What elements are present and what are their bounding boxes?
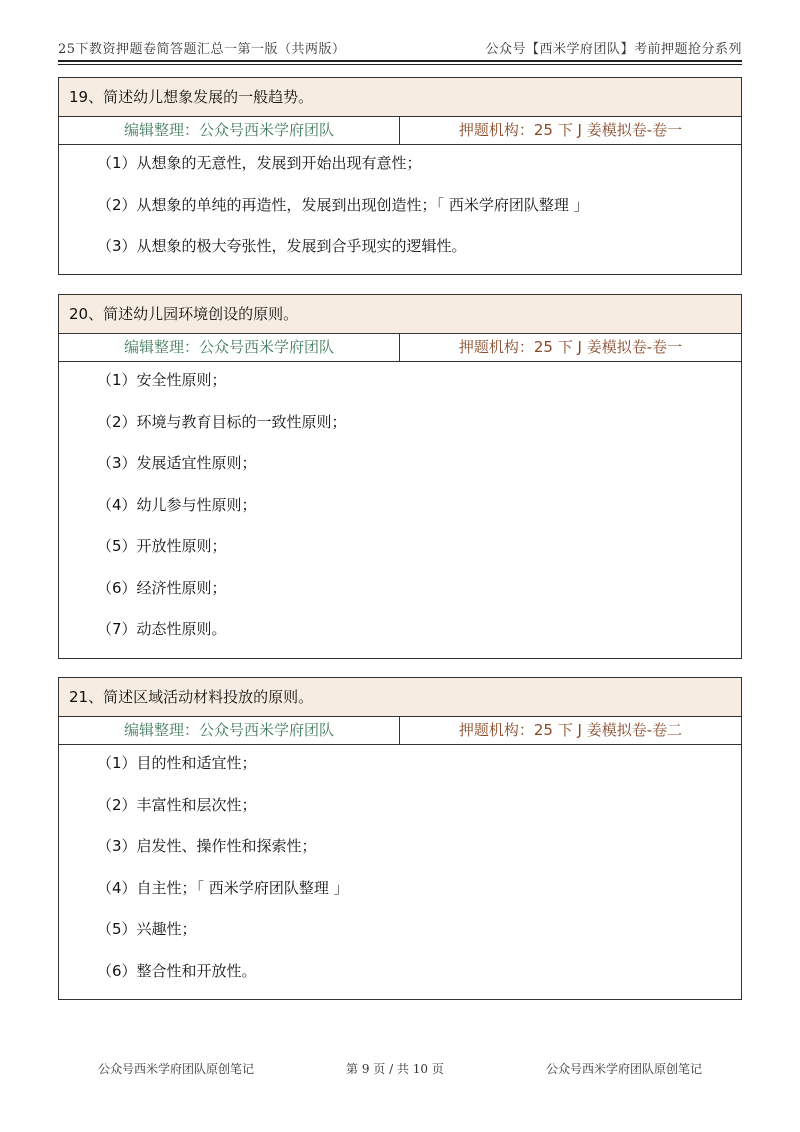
answer-item: （3）从想象的极大夸张性，发展到合乎现实的逻辑性。	[97, 237, 467, 255]
header-rule-thick	[58, 60, 742, 62]
answer-item: （2）从想象的单纯的再造性，发展到出现创造性；「 西米学府团队整理 」	[97, 195, 589, 214]
header-left-text: 25下教资押题卷简答题汇总一第一版（共两版）	[58, 42, 346, 57]
question-title: 20、简述幼儿园环境创设的原则。	[59, 295, 741, 334]
footer-right-text: 公众号西米学府团队原创笔记	[546, 1062, 703, 1076]
header-right-text: 公众号【西米学府团队】考前押题抢分系列	[485, 42, 742, 57]
answer-item: （7）动态性原则。	[97, 620, 227, 638]
source-credit: 押题机构：25 下 J 姜模拟卷-卷一	[458, 338, 683, 356]
answer-item: （1）从想象的无意性，发展到开始出现有意性；	[97, 154, 422, 172]
answer-item: （2）丰富性和层次性；	[97, 795, 257, 814]
question-box-21	[58, 677, 742, 1000]
answer-item: （4）自主性；「 西米学府团队整理 」	[97, 878, 349, 897]
header-rule-thin	[58, 64, 742, 65]
question-meta-row	[59, 117, 741, 145]
answer-item: （3）发展适宜性原则；	[97, 454, 257, 472]
question-meta-row	[59, 717, 741, 745]
editor-credit: 编辑整理：公众号西米学府团队	[59, 334, 400, 361]
source-credit: 押题机构：25 下 J 姜模拟卷-卷一	[458, 121, 683, 139]
question-meta-row	[59, 334, 741, 362]
answer-list	[59, 145, 741, 274]
question-title: 19、简述幼儿想象发展的一般趋势。	[59, 78, 741, 117]
answer-list	[59, 745, 741, 999]
editor-credit: 编辑整理：公众号西米学府团队	[59, 117, 400, 144]
footer-left-text: 公众号西米学府团队原创笔记	[98, 1062, 255, 1076]
answer-item: （5）兴趣性；	[97, 920, 197, 938]
page-number: 第 9 页 / 共 10 页	[346, 1062, 444, 1076]
answer-item: （5）开放性原则；	[97, 537, 227, 555]
answer-item: （1）目的性和适宜性；	[97, 754, 257, 772]
answer-item: （4）幼儿参与性原则；	[97, 495, 257, 514]
answer-item: （3）启发性、操作性和探索性；	[97, 837, 317, 855]
question-box-20	[58, 294, 742, 659]
answer-item: （6）整合性和开放性。	[97, 961, 257, 980]
answer-list	[59, 362, 741, 658]
question-box-19	[58, 77, 742, 275]
editor-credit: 编辑整理：公众号西米学府团队	[59, 717, 400, 744]
answer-item: （6）经济性原则；	[97, 578, 227, 597]
answer-item: （2）环境与教育目标的一致性原则；	[97, 412, 347, 431]
page-header	[58, 36, 742, 60]
answer-item: （1）安全性原则；	[97, 371, 227, 389]
source-credit: 押题机构：25 下 J 姜模拟卷-卷二	[458, 721, 683, 739]
question-title: 21、简述区域活动材料投放的原则。	[59, 678, 741, 717]
